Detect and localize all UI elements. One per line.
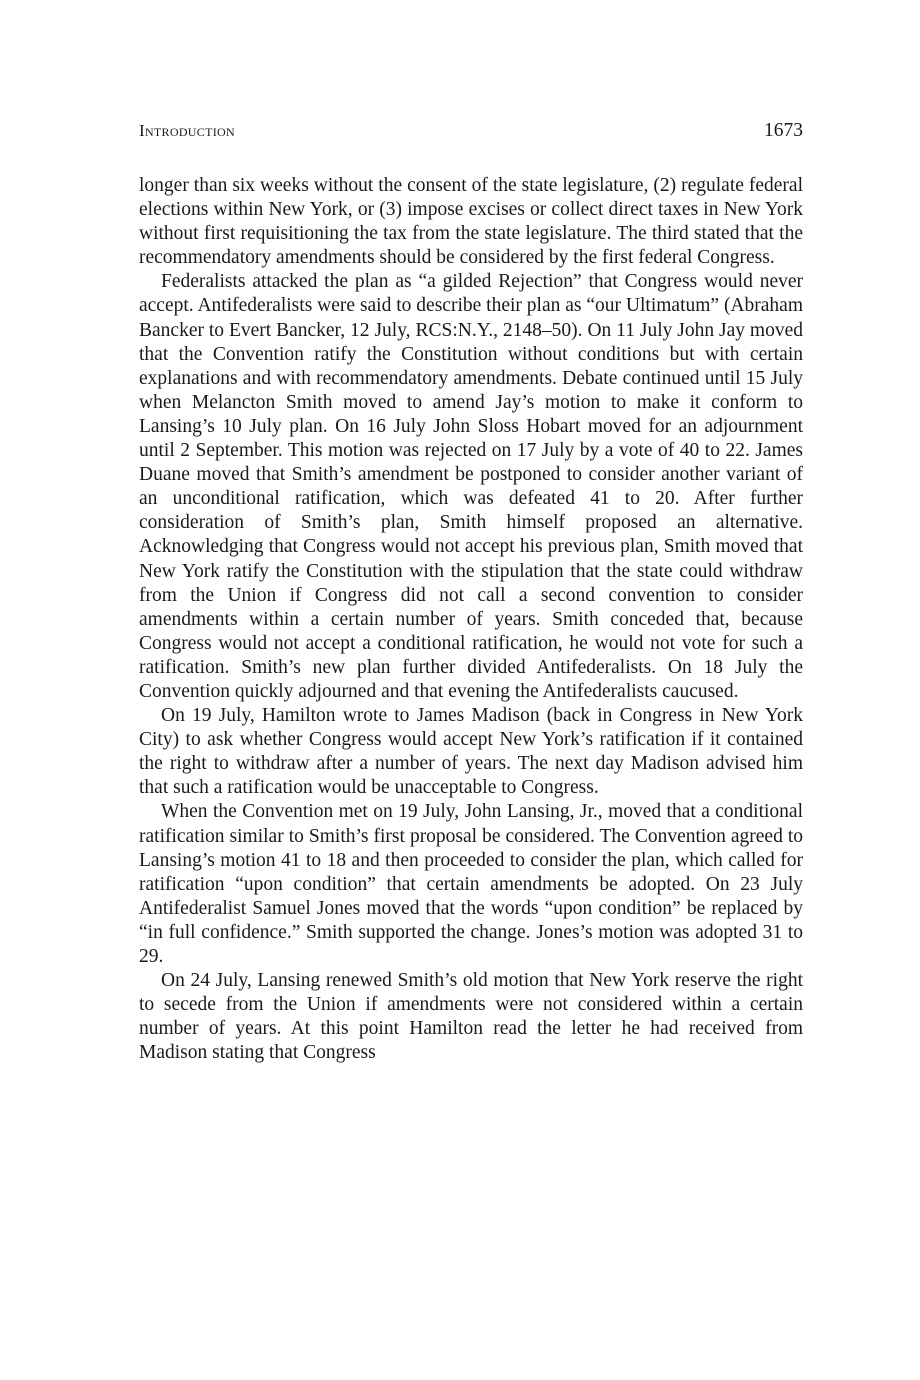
page-number: 1673 bbox=[764, 120, 803, 141]
paragraph: On 19 July, Hamilton wrote to James Madison (back in Congress in New York City) to ask whether Congress would accept New York’s ratification if it contained the right to withdraw after a number of years. The next day Madison advised him that such a ratification would be unacceptable to Congress. bbox=[139, 705, 803, 799]
paragraph-continuation: longer than six weeks without the consent of the state legislature, (2) regulate federal elections within New York, or (3) impose excises or collect direct taxes in New York without first requisitioning the tax from the state legislature. The third stated that the recommendatory amendments should be considered by the first federal Congress. bbox=[139, 175, 803, 269]
paragraph: On 24 July, Lansing renewed Smith’s old motion that New York reserve the right to secede from the Union if amendments were not considered within a certain number of years. At this point Hamilton read the letter he had received from Madison stating that Congress bbox=[139, 970, 803, 1064]
document-page bbox=[139, 120, 803, 1065]
paragraph: When the Convention met on 19 July, John Lansing, Jr., moved that a conditional ratification similar to Smith’s first proposal be considered. The Convention agreed to Lansing’s motion 41 to 18 and then proceeded to consider the plan, which called for ratification “upon condition” that certain amendments be adopted. On 23 July Antifederalist Samuel Jones moved that the words “upon condition” be replaced by “in full confidence.” Smith supported the change. Jones’s motion was adopted 31 to 29. bbox=[139, 801, 803, 967]
running-head bbox=[139, 120, 803, 152]
body-text bbox=[139, 174, 803, 1065]
paragraph: Federalists attacked the plan as “a gilded Rejection” that Congress would never accept. Antifederalists were said to describe their plan as “our Ultimatum” (Abraham Bancker to Evert Bancker, 12 July, RCS:N.Y., 2148–50). On 11 July John Jay moved that the Convention ratify the Constitution without conditions but with certain explanations and with recommendatory amendments. Debate continued until 15 July when Melancton Smith moved to amend Jay’s motion to make it conform to Lansing’s 10 July plan. On 16 July John Sloss Hobart moved for an adjournment until 2 September. This motion was rejected on 17 July by a vote of 40 to 22. James Duane moved that Smith’s amendment be postponed to consider another variant of an unconditional ratification, which was defeated 41 to 20. After further consideration of Smith’s plan, Smith himself proposed an alternative. Acknowledging that Congress would not accept his previous plan, Smith moved that New York ratify the Constitution with the stipulation that the state could withdraw from the Union if Congress did not call a second convention to consider amendments within a certain number of years. Smith conceded that, because Congress would not accept a conditional ratification, he would not vote for such a ratification. Smith’s new plan further divided Antifederalists. On 18 July the Convention quickly adjourned and that evening the Antifederalists caucused. bbox=[139, 271, 803, 702]
running-title: Introduction bbox=[139, 121, 235, 140]
